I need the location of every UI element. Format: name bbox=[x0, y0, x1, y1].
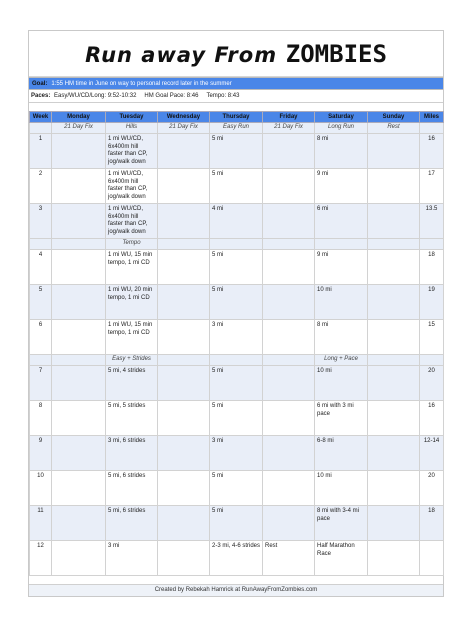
workout-cell bbox=[263, 204, 315, 239]
goal-bar bbox=[29, 77, 443, 90]
miles-cell: 16 bbox=[420, 401, 444, 436]
workout-cell: 5 mi bbox=[210, 401, 263, 436]
workout-cell: 5 mi bbox=[210, 366, 263, 401]
workout-cell: 5 mi bbox=[210, 134, 263, 169]
workout-cell bbox=[263, 401, 315, 436]
workout-cell: Rest bbox=[368, 123, 420, 134]
workout-cell bbox=[368, 320, 420, 355]
column-header: Wednesday bbox=[158, 112, 210, 123]
goal-text: 1:55 HM time in June on way to personal record later in the summer bbox=[51, 80, 232, 87]
workout-cell: 8 mi bbox=[315, 320, 368, 355]
week-row bbox=[30, 250, 444, 285]
week-row bbox=[30, 471, 444, 506]
logo-banner bbox=[29, 31, 443, 77]
workout-cell: 6-8 mi bbox=[315, 436, 368, 471]
workout-cell: 1 mi WU/CD, 6x400m hill faster than CP, jog/walk down bbox=[106, 169, 158, 204]
workout-cell: 8 mi with 3-4 mi pace bbox=[315, 506, 368, 541]
week-number-cell: 9 bbox=[30, 436, 52, 471]
week-row bbox=[30, 285, 444, 320]
workout-cell: 5 mi, 5 strides bbox=[106, 401, 158, 436]
workout-cell: Easy Run bbox=[210, 123, 263, 134]
miles-cell: 16 bbox=[420, 134, 444, 169]
workout-cell bbox=[158, 250, 210, 285]
workout-cell bbox=[52, 169, 106, 204]
miles-cell: 20 bbox=[420, 366, 444, 401]
workout-cell bbox=[368, 355, 420, 366]
workout-cell: 5 mi bbox=[210, 169, 263, 204]
workout-cell bbox=[52, 436, 106, 471]
workout-cell: 8 mi bbox=[315, 134, 368, 169]
week-row bbox=[30, 320, 444, 355]
workout-cell bbox=[368, 239, 420, 250]
workout-cell: 5 mi bbox=[210, 285, 263, 320]
focus-row bbox=[30, 355, 444, 366]
footer-credit: Created by Rebekah Hamrick at RunAwayFromZombies.com bbox=[29, 584, 443, 596]
workout-cell bbox=[210, 355, 263, 366]
workout-cell bbox=[158, 204, 210, 239]
week-row bbox=[30, 169, 444, 204]
workout-cell bbox=[263, 436, 315, 471]
workout-cell bbox=[263, 285, 315, 320]
workout-cell: 21 Day Fix bbox=[158, 123, 210, 134]
workout-cell: Hills bbox=[106, 123, 158, 134]
workout-cell bbox=[52, 355, 106, 366]
workout-cell bbox=[158, 471, 210, 506]
week-number-cell: 4 bbox=[30, 250, 52, 285]
workout-cell bbox=[158, 169, 210, 204]
logo-script-text: Run away From bbox=[85, 42, 278, 67]
workout-cell bbox=[263, 506, 315, 541]
miles-cell: 15 bbox=[420, 320, 444, 355]
workout-cell bbox=[158, 320, 210, 355]
week-row bbox=[30, 134, 444, 169]
workout-cell bbox=[158, 401, 210, 436]
miles-cell: 12-14 bbox=[420, 436, 444, 471]
week-row bbox=[30, 204, 444, 239]
workout-cell bbox=[52, 134, 106, 169]
focus-row bbox=[30, 123, 444, 134]
miles-cell bbox=[420, 541, 444, 576]
workout-cell bbox=[210, 239, 263, 250]
miles-cell bbox=[420, 123, 444, 134]
week-row bbox=[30, 436, 444, 471]
workout-cell bbox=[368, 285, 420, 320]
workout-cell bbox=[263, 239, 315, 250]
week-row bbox=[30, 401, 444, 436]
workout-cell bbox=[158, 285, 210, 320]
workout-cell bbox=[263, 320, 315, 355]
miles-cell bbox=[420, 239, 444, 250]
workout-cell: 9 mi bbox=[315, 169, 368, 204]
workout-cell bbox=[52, 541, 106, 576]
workout-cell: 3 mi bbox=[210, 436, 263, 471]
week-number-cell bbox=[30, 239, 52, 250]
workout-cell: Long + Pace bbox=[315, 355, 368, 366]
workout-cell bbox=[368, 204, 420, 239]
column-header: Monday bbox=[52, 112, 106, 123]
workout-cell: 6 mi with 3 mi pace bbox=[315, 401, 368, 436]
workout-cell bbox=[158, 366, 210, 401]
week-row bbox=[30, 366, 444, 401]
column-header: Thursday bbox=[210, 112, 263, 123]
workout-cell bbox=[263, 134, 315, 169]
workout-cell bbox=[158, 134, 210, 169]
week-number-cell bbox=[30, 355, 52, 366]
workout-cell bbox=[52, 320, 106, 355]
workout-cell: 5 mi bbox=[210, 250, 263, 285]
week-number-cell: 8 bbox=[30, 401, 52, 436]
miles-cell: 17 bbox=[420, 169, 444, 204]
miles-cell bbox=[420, 355, 444, 366]
workout-cell: 1 mi WU/CD, 6x400m hill faster than CP, jog/walk down bbox=[106, 134, 158, 169]
workout-cell: 10 mi bbox=[315, 285, 368, 320]
focus-row bbox=[30, 239, 444, 250]
workout-cell bbox=[158, 541, 210, 576]
workout-cell bbox=[52, 204, 106, 239]
week-number-cell: 11 bbox=[30, 506, 52, 541]
workout-cell: 9 mi bbox=[315, 250, 368, 285]
week-number-cell: 3 bbox=[30, 204, 52, 239]
workout-cell bbox=[52, 285, 106, 320]
miles-cell: 19 bbox=[420, 285, 444, 320]
week-number-cell: 6 bbox=[30, 320, 52, 355]
hm-goal-pace: HM Goal Pace: 8:46 bbox=[144, 93, 199, 99]
easy-pace: Easy/WU/CD/Long: 9:52-10:32 bbox=[54, 93, 137, 99]
week-number-cell: 1 bbox=[30, 134, 52, 169]
goal-label: Goal: bbox=[32, 80, 48, 87]
workout-cell: 5 mi bbox=[210, 506, 263, 541]
logo bbox=[85, 40, 387, 68]
column-header: Miles bbox=[420, 112, 444, 123]
workout-cell bbox=[52, 239, 106, 250]
workout-cell bbox=[158, 436, 210, 471]
workout-cell: Long Run bbox=[315, 123, 368, 134]
week-number-cell: 2 bbox=[30, 169, 52, 204]
miles-cell: 20 bbox=[420, 471, 444, 506]
week-number-cell: 12 bbox=[30, 541, 52, 576]
week-number-cell: 10 bbox=[30, 471, 52, 506]
workout-cell bbox=[52, 250, 106, 285]
workout-cell: 2-3 mi, 4-6 strides bbox=[210, 541, 263, 576]
workout-cell bbox=[368, 401, 420, 436]
workout-cell: 5 mi, 6 strides bbox=[106, 506, 158, 541]
schedule-table bbox=[29, 111, 444, 576]
workout-cell bbox=[263, 250, 315, 285]
workout-cell bbox=[368, 471, 420, 506]
miles-cell: 18 bbox=[420, 250, 444, 285]
workout-cell bbox=[368, 169, 420, 204]
tempo-pace: Tempo: 8:43 bbox=[206, 93, 240, 99]
column-header: Week bbox=[30, 112, 52, 123]
workout-cell: 4 mi bbox=[210, 204, 263, 239]
workout-cell bbox=[315, 239, 368, 250]
miles-cell: 18 bbox=[420, 506, 444, 541]
week-number-cell: 7 bbox=[30, 366, 52, 401]
workout-cell: 1 mi WU, 15 min tempo, 1 mi CD bbox=[106, 250, 158, 285]
workout-cell bbox=[368, 541, 420, 576]
workout-cell: 1 mi WU, 20 min tempo, 1 mi CD bbox=[106, 285, 158, 320]
miles-cell: 13.5 bbox=[420, 204, 444, 239]
workout-cell bbox=[158, 355, 210, 366]
week-number-cell bbox=[30, 123, 52, 134]
workout-cell: Half Marathon Race bbox=[315, 541, 368, 576]
workout-cell bbox=[52, 366, 106, 401]
column-header: Saturday bbox=[315, 112, 368, 123]
paces-label: Paces: bbox=[31, 93, 51, 99]
workout-cell: 21 Day Fix bbox=[52, 123, 106, 134]
logo-caps-text: ZOMBIES bbox=[285, 39, 387, 68]
workout-cell bbox=[52, 401, 106, 436]
workout-cell: Rest bbox=[263, 541, 315, 576]
workout-cell bbox=[263, 366, 315, 401]
workout-cell: 6 mi bbox=[315, 204, 368, 239]
workout-cell: 10 mi bbox=[315, 366, 368, 401]
week-row bbox=[30, 541, 444, 576]
workout-cell: 10 mi bbox=[315, 471, 368, 506]
column-header: Tuesday bbox=[106, 112, 158, 123]
workout-cell: 3 mi, 6 strides bbox=[106, 436, 158, 471]
paces-bar bbox=[29, 90, 443, 103]
workout-cell bbox=[368, 366, 420, 401]
week-number-cell: 5 bbox=[30, 285, 52, 320]
workout-cell bbox=[158, 239, 210, 250]
workout-cell: 21 Day Fix bbox=[263, 123, 315, 134]
workout-cell: 5 mi, 6 strides bbox=[106, 471, 158, 506]
training-plan-sheet bbox=[28, 30, 444, 597]
workout-cell: Tempo bbox=[106, 239, 158, 250]
workout-cell bbox=[368, 250, 420, 285]
workout-cell bbox=[368, 436, 420, 471]
workout-cell: 3 mi bbox=[210, 320, 263, 355]
workout-cell: 1 mi WU, 15 min tempo, 1 mi CD bbox=[106, 320, 158, 355]
workout-cell bbox=[263, 355, 315, 366]
workout-cell bbox=[52, 506, 106, 541]
workout-cell bbox=[368, 134, 420, 169]
column-header: Sunday bbox=[368, 112, 420, 123]
workout-cell: 5 mi bbox=[210, 471, 263, 506]
workout-cell bbox=[158, 506, 210, 541]
week-row bbox=[30, 506, 444, 541]
workout-cell: 3 mi bbox=[106, 541, 158, 576]
workout-cell: 5 mi, 4 strides bbox=[106, 366, 158, 401]
workout-cell: 1 mi WU/CD, 6x400m hill faster than CP, jog/walk down bbox=[106, 204, 158, 239]
workout-cell bbox=[263, 471, 315, 506]
workout-cell bbox=[368, 506, 420, 541]
workout-cell bbox=[52, 471, 106, 506]
column-header: Friday bbox=[263, 112, 315, 123]
workout-cell bbox=[263, 169, 315, 204]
workout-cell: Easy + Strides bbox=[106, 355, 158, 366]
